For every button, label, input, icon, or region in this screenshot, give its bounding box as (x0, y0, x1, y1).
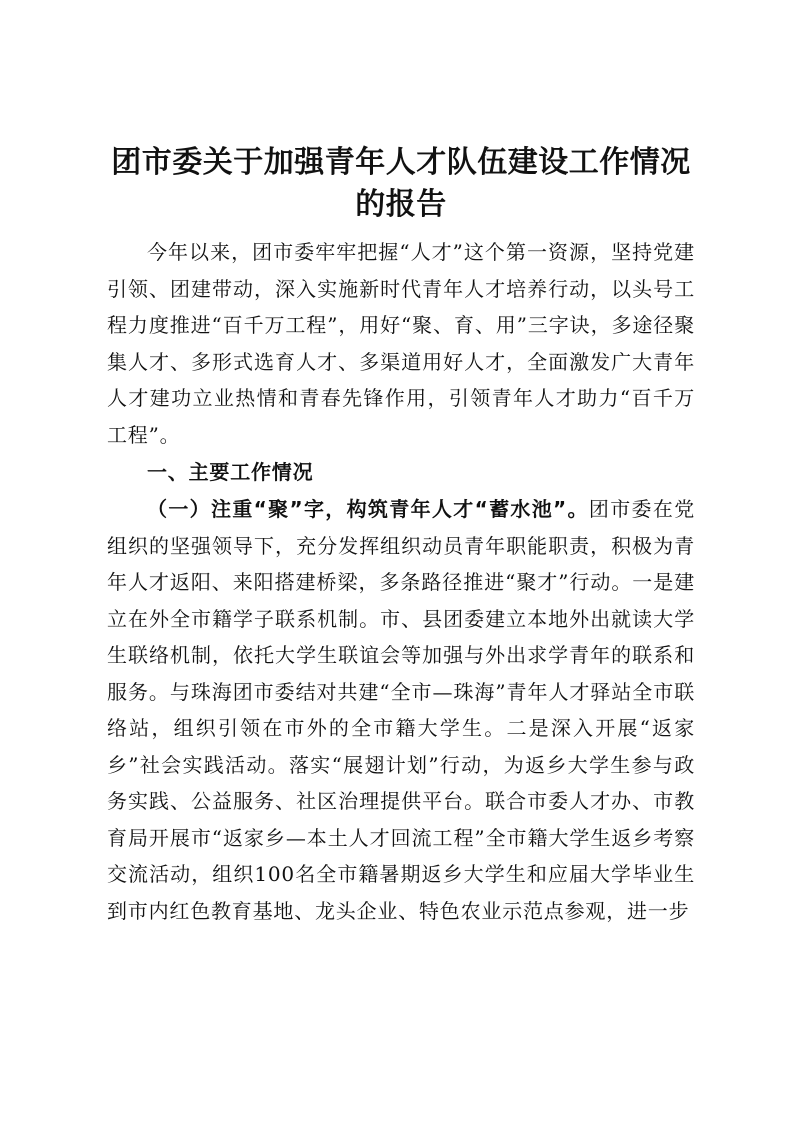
intro-paragraph: 今年以来，团市委牢牢把握“人才”这个第一资源，坚持党建引领、团建带动，深入实施新时代青年人才培养行动，以头号工程力度推进“百千万工程”，用好“聚、育、用”三字诀，多途径聚集人才、多形式选育人才、多渠道用好人才，全面激发广大青年人才建功立业热情和青春先锋作用，引领青年人才助力“百千万工程”。 (107, 240, 695, 447)
subsection-heading: （一）注重“聚”字，构筑青年人才“蓄水池”。 (147, 497, 589, 521)
document-content (107, 142, 695, 929)
subsection-body: 团市委在党组织的坚强领导下，充分发挥组织动员青年职能职责，积极为青年人才返阳、来阳搭建桥梁，多条路径推进“聚才”行动。一是建立在外全市籍学子联系机制。市、县团委建立本地外出就读大学生联络机制，依托大学生联谊会等加强与外出求学青年的联系和服务。与珠海团市委结对共建“全市—珠海”青年人才驿站全市联络站，组织引领在市外的全市籍大学生。二是深入开展“返家乡”社会实践活动。落实“展翅计划”行动，为返乡大学生参与政务实践、公益服务、社区治理提供平台。联合市委人才办、市教育局开展市“返家乡—本土人才回流工程”全市籍大学生返乡考察交流活动，组织100名全市籍暑期返乡大学生和应届大学毕业生到市内红色教育基地、龙头企业、特色农业示范点参观，进一步 (107, 497, 695, 923)
section-heading: 一、主要工作情况 (147, 460, 314, 484)
subsection-paragraph (107, 491, 695, 929)
document-title: 团市委关于加强青年人才队伍建设工作情况的报告 (111, 145, 691, 222)
